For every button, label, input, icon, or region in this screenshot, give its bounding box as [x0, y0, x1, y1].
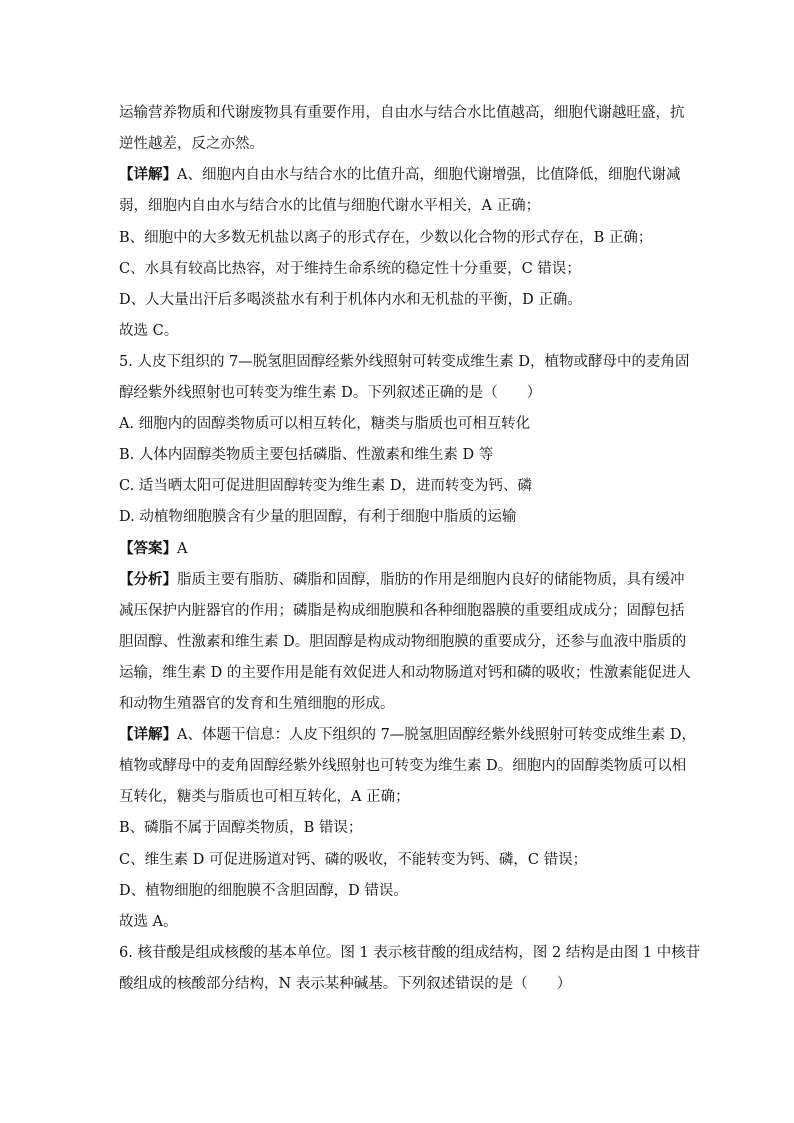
- text-line: A、体题干信息：人皮下组织的 7—脱氢胆固醇经紫外线照射可转变成维生素 D，: [177, 727, 697, 743]
- answer-value: A: [177, 541, 188, 557]
- text-line: D、人大量出汗后多喝淡盐水有利于机体内水和无机盐的平衡，D 正确。: [119, 292, 582, 308]
- text-line: B、细胞中的大多数无机盐以离子的形式存在，少数以化合物的形式存在，B 正确；: [119, 230, 653, 246]
- option-a: A. 细胞内的固醇类物质可以相互转化，糖类与脂质也可相互转化: [119, 416, 531, 432]
- text-line: B、磷脂不属于固醇类物质，B 错误；: [119, 820, 363, 836]
- text-line: 逆性越差，反之亦然。: [119, 136, 264, 152]
- text-line: 弱，细胞内自由水与结合水的比值与细胞代谢水平相关，A 正确；: [119, 198, 541, 214]
- detail-label: 【详解】: [119, 166, 177, 183]
- analysis-label: 【分析】: [119, 571, 177, 588]
- text-line: 减压保护内脏器官的作用；磷脂是构成细胞膜和各种细胞器膜的重要组成成分；固醇包括: [119, 603, 685, 619]
- detail-paragraph: [119, 725, 696, 745]
- answer-label: 【答案】: [119, 540, 177, 557]
- text-line: C、水具有较高比热容，对于维持生命系统的稳定性十分重要，C 错误；: [119, 261, 581, 277]
- text-line: 故选 C。: [119, 323, 179, 339]
- detail-label: 【详解】: [119, 726, 177, 743]
- question-6-stem: 酸组成的核酸部分结构，N 表示某种碱基。下列叙述错误的是（ ）: [119, 976, 572, 992]
- question-6-stem: 6. 核苷酸是组成核酸的基本单位。图 1 表示核苷酸的组成结构，图 2 结构是由图 1 中核苷: [119, 945, 701, 961]
- option-d: D. 动植物细胞膜含有少量的胆固醇，有利于细胞中脂质的运输: [119, 509, 517, 525]
- text-line: 脂质主要有脂肪、磷脂和固醇，脂肪的作用是细胞内良好的储能物质，具有缓冲: [177, 572, 685, 588]
- text-line: 运输，维生素 D 的主要作用是能有效促进人和动物肠道对钙和磷的吸收；性激素能促进人: [119, 665, 691, 681]
- text-line: 互转化，糖类与脂质也可相互转化，A 正确；: [119, 789, 410, 805]
- text-line: 故选 A。: [119, 914, 178, 930]
- text-line: 植物或酵母中的麦角固醇经紫外线照射也可转变为维生素 D。细胞内的固醇类物质可以相: [119, 758, 687, 774]
- text-line: C、维生素 D 可促进肠道对钙、磷的吸收，不能转变为钙、磷，C 错误；: [119, 852, 588, 868]
- text-line: 胆固醇、性激素和维生素 D。胆固醇是构成动物细胞膜的重要成分，还参与血液中脂质的: [119, 634, 687, 650]
- text-line: A、细胞内自由水与结合水的比值升高，细胞代谢增强，比值降低，细胞代谢减: [177, 167, 681, 183]
- answer-paragraph: [119, 539, 187, 559]
- text-line: D、植物细胞的细胞膜不含胆固醇，D 错误。: [119, 883, 408, 899]
- question-5-stem: 醇经紫外线照射也可转变为维生素 D。下列叙述正确的是（ ）: [119, 385, 542, 401]
- option-c: C. 适当晒太阳可促进胆固醇转变为维生素 D，进而转变为钙、磷: [119, 478, 533, 494]
- text-line: 运输营养物质和代谢废物具有重要作用，自由水与结合水比值越高，细胞代谢越旺盛，抗: [119, 105, 685, 121]
- question-5-stem: 5. 人皮下组织的 7—脱氢胆固醇经紫外线照射可转变成维生素 D，植物或酵母中的麦角固: [119, 354, 690, 370]
- detail-paragraph: [119, 165, 680, 185]
- text-line: 和动物生殖器官的发育和生殖细胞的形成。: [119, 696, 395, 712]
- option-b: B. 人体内固醇类物质主要包括磷脂、性激素和维生素 D 等: [119, 447, 494, 463]
- analysis-paragraph: [119, 570, 685, 590]
